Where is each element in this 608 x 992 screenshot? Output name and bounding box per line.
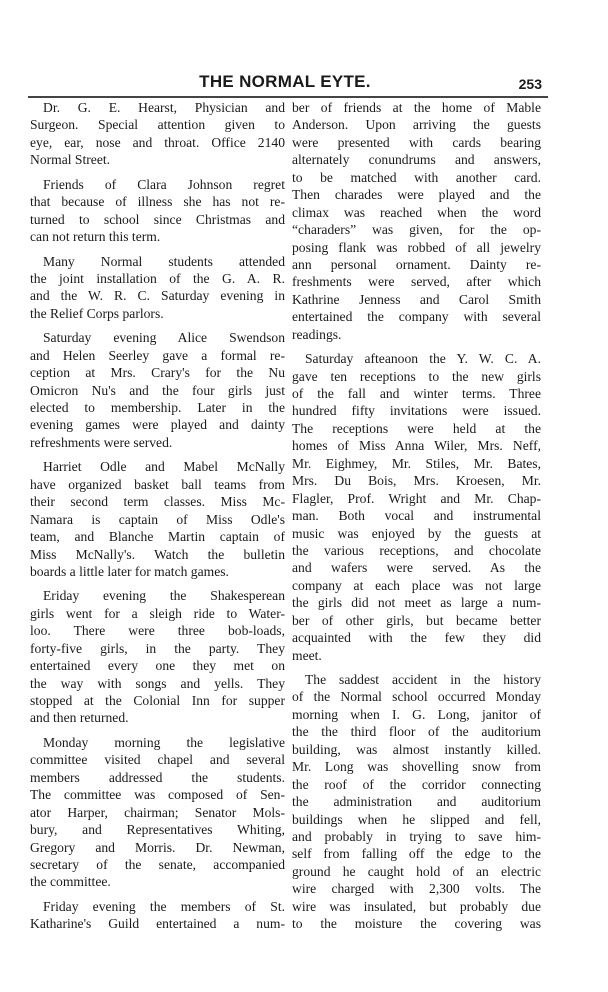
paragraph: [292, 99, 541, 343]
text-line: ann personal ornament. Dainty re-: [292, 256, 541, 272]
text-line: of the fall and winter terms. Three: [292, 386, 541, 401]
text-line: climax was reached when the word: [292, 204, 541, 220]
text-line: morning when I. G. Long, janitor of: [292, 706, 541, 722]
paragraph: [30, 329, 285, 451]
text-line: and Helen Seerley gave a formal re-: [30, 347, 285, 363]
text-line: ception at Mrs. Crary's for the Nu: [30, 365, 285, 381]
text-line: the joint installation of the G. A. R.: [30, 270, 285, 286]
text-line: Mr. Long was shovelling snow from: [292, 759, 541, 775]
text-line: the committee.: [30, 874, 111, 890]
text-line: loo. There were three bob-loads,: [30, 623, 285, 639]
left-column: [30, 99, 285, 940]
text-line: wire was insulated, but probably due: [292, 898, 541, 914]
text-line: to be matched with another card.: [292, 169, 541, 185]
text-line: of the Normal school occurred Monday: [292, 689, 541, 705]
text-line: Omicron Nu's and the four girls just: [30, 382, 285, 398]
header-rule: [28, 96, 548, 98]
text-line: posing flank was robbed of all jewelry: [292, 239, 541, 255]
text-line: Friends of Clara Johnson regret: [43, 176, 285, 192]
text-line: Many Normal students attended: [43, 253, 285, 269]
text-line: secretary of the senate, accompanied: [30, 856, 285, 872]
text-line: acquainted with the few they did: [292, 630, 541, 646]
text-line: Monday morning the legislative: [43, 734, 285, 750]
text-line: man. Both vocal and instrumental: [292, 508, 541, 524]
text-line: homes of Miss Anna Wiler, Mrs. Neff,: [292, 438, 541, 454]
text-line: hundred fifty invitations were issued.: [292, 403, 541, 419]
paragraph: [30, 458, 285, 580]
page-number: 253: [518, 76, 542, 92]
text-line: The committee was composed of Sen-: [30, 787, 285, 803]
text-line: boards a little later for match games.: [30, 563, 229, 579]
paragraph: [292, 350, 541, 664]
text-line: the Relief Corps parlors.: [30, 305, 164, 321]
text-line: alternately conundrums and answers,: [292, 152, 541, 168]
text-line: to the moisture the covering was: [292, 916, 541, 932]
right-column: [292, 99, 541, 940]
text-line: can not return this term.: [30, 229, 161, 245]
running-header: [28, 66, 542, 94]
text-line: The receptions were held at the: [292, 420, 541, 436]
text-line: entertained the company with several: [292, 309, 541, 325]
text-line: team, and Blanche Martin captain of: [30, 529, 285, 545]
text-line: entertained every one they met on: [30, 658, 285, 674]
text-line: readings.: [292, 326, 342, 342]
text-line: Mrs. Du Bois, Mrs. Kroesen, Mr.: [292, 473, 541, 489]
text-line: and probably in trying to save him-: [292, 828, 541, 844]
text-line: Saturday evening Alice Swendson: [43, 330, 285, 346]
text-line: evening games were played and dainty: [30, 417, 285, 433]
text-line: gave ten receptions to the new girls: [292, 368, 541, 384]
text-line: buildings when he slipped and fell,: [292, 811, 541, 827]
text-line: Saturday afteanoon the Y. W. C. A.: [305, 351, 541, 367]
text-line: committee visited chapel and several: [30, 752, 285, 768]
text-line: Mr. Eighmey, Mr. Stiles, Mr. Bates,: [292, 455, 541, 471]
text-line: girls went for a sleigh ride to Water-: [30, 605, 285, 621]
text-line: and wafers were served. As the: [292, 560, 541, 576]
text-line: company at each place was not large: [292, 577, 541, 593]
text-line: the roof of the corridor connecting: [292, 776, 541, 792]
text-line: the way with songs and yells. They: [30, 675, 285, 691]
text-line: ground he caught hold of an electric: [292, 863, 541, 879]
text-line: their second term classes. Miss Mc-: [30, 494, 285, 510]
text-line: refreshments were served.: [30, 434, 173, 450]
text-line: that because of illness she has not re-: [30, 194, 285, 210]
text-line: self from falling off the edge to the: [292, 846, 541, 862]
text-line: Eriday evening the Shakesperean: [43, 588, 285, 604]
journal-title: THE NORMAL EYTE.: [199, 72, 371, 91]
text-line: the administration and auditorium: [292, 794, 541, 810]
text-line: elected to membership. Later in the: [30, 400, 285, 415]
text-line: bury, and Representatives Whiting,: [30, 822, 285, 838]
text-line: meet.: [292, 647, 322, 663]
text-line: Namara is captain of Miss Odle's: [30, 511, 285, 527]
text-line: the various receptions, and chocolate: [292, 542, 541, 558]
text-line: forty-five girls, in the party. They: [30, 640, 285, 656]
text-line: music was enjoyed by the guests at: [292, 525, 541, 541]
text-line: The saddest accident in the history: [305, 672, 541, 687]
paragraph: [292, 671, 541, 933]
text-line: ber of friends at the home of Mable: [292, 100, 541, 115]
paragraph: [30, 176, 285, 246]
text-line: stopped at the Colonial Inn for supper: [30, 693, 285, 708]
text-line: turned to school since Christmas and: [30, 211, 285, 227]
text-line: wire charged with 2,300 volts. The: [292, 881, 541, 897]
text-line: were presented with cards bearing: [292, 134, 541, 150]
text-line: ator Harper, chairman; Senator Mols-: [30, 804, 285, 820]
text-line: Friday evening the members of St.: [43, 898, 285, 914]
text-line: building, was almost instantly killed.: [292, 741, 541, 757]
text-line: the the third floor of the auditorium: [292, 724, 541, 740]
text-line: freshments were served, after which: [292, 274, 541, 290]
text-line: the girls did not meet as large a num-: [292, 595, 541, 611]
text-line: Dr. G. E. Hearst, Physician and: [43, 100, 285, 115]
text-line: Katharine's Guild entertained a num-: [30, 916, 285, 932]
text-line: Harriet Odle and Mabel McNally: [43, 459, 285, 475]
text-line: have organized basket ball teams from: [30, 476, 285, 492]
text-line: “charaders” was given, for the op-: [292, 222, 541, 238]
paragraph: [30, 99, 285, 169]
text-line: Flagler, Prof. Wright and Mr. Chap-: [292, 490, 541, 506]
paragraph: [30, 734, 285, 891]
text-line: Normal Street.: [30, 152, 111, 168]
text-line: Anderson. Upon arriving the guests: [292, 117, 541, 133]
text-line: and then returned.: [30, 710, 129, 726]
text-line: Kathrine Jenness and Carol Smith: [292, 291, 541, 307]
text-line: and the W. R. C. Saturday evening in: [30, 288, 285, 304]
paragraph: [30, 587, 285, 727]
text-line: Then charades were played and the: [292, 187, 541, 203]
text-line: Miss McNally's. Watch the bulletin: [30, 546, 285, 562]
paragraph: [30, 253, 285, 323]
text-line: members addressed the students.: [30, 769, 285, 785]
text-line: Gregory and Morris. Dr. Newman,: [30, 839, 285, 855]
paragraph: [30, 898, 285, 933]
text-line: Surgeon. Special attention given to: [30, 117, 285, 133]
text-line: eye, ear, nose and throat. Office 2140: [30, 134, 285, 150]
text-line: ber of other girls, but became better: [292, 612, 541, 628]
